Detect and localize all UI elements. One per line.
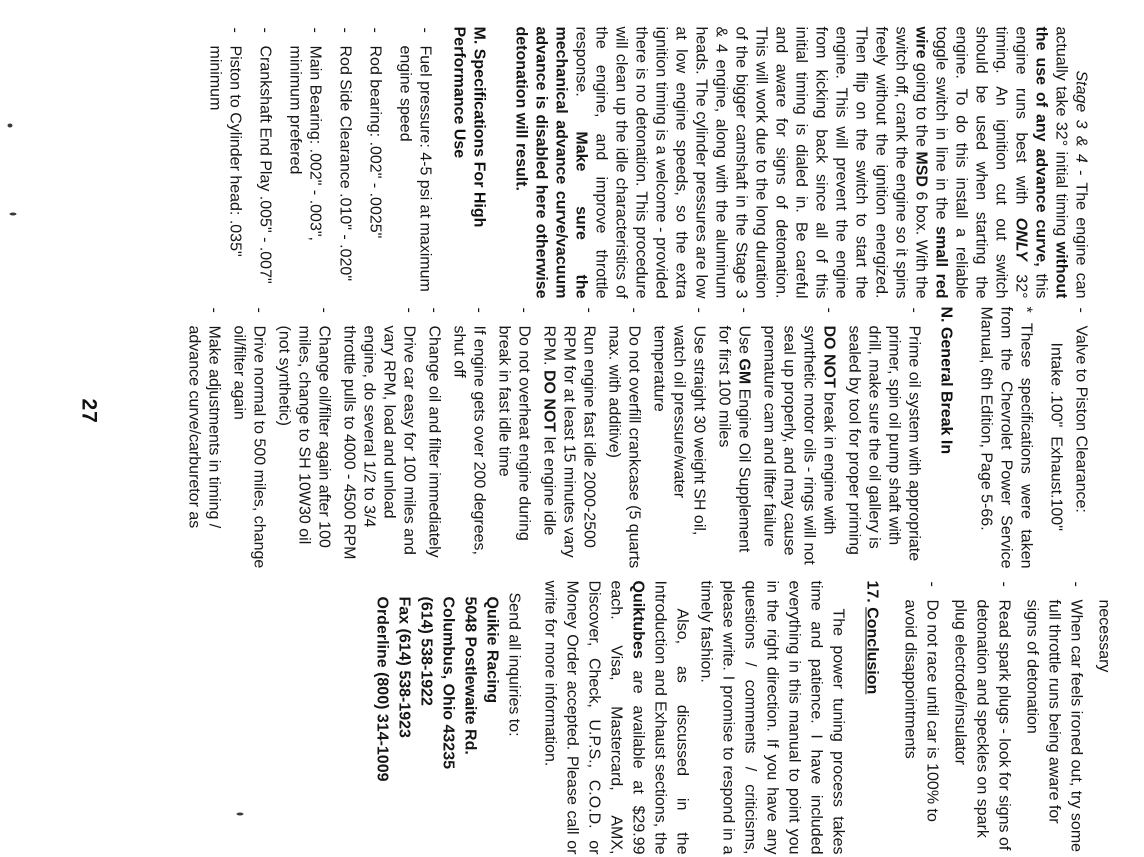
list-item-text — [275, 325, 332, 547]
text-run: Rod bearing: .002" - .0025" — [366, 45, 383, 238]
list-item — [423, 306, 443, 568]
bullet-dash: - — [250, 307, 267, 313]
text-run: Fax (614) 538-1923 — [395, 596, 412, 738]
paragraph-stage-3-4 — [510, 26, 1090, 298]
text-run: 6 box. With the switch off, crank the engine so it spins freely without the ignition energized. Then flip on the switch to start the engine. This will prevent the engine from kicking back since all of this initial timing is dialed in. Be careful and aware for signs of detonation. This will work due to the long duration of the bigger camshaft in the Stage 3 & 4 engine, along with the aluminum heads. The cylinder pressures are low at low engine speeds, so the extra ignition timing is a welcome - provided there is no detonation. This procedure will clean up the idle characteristics of the engine, and improve throttle response. — [572, 26, 929, 298]
list-item-text — [483, 596, 500, 703]
bullet-dash: - — [315, 307, 332, 313]
text-run: The power tuning process takes time and patience. I have included everything in this manual to point you in the right direction. If you have any questions / comments / criticisms, please write. I promise to respond in a timely fashion. — [697, 580, 846, 854]
text-run: Drive car easy for 100 miles and vary RPM, load and unload engine, do several 1/2 to 3/4 throttle pulls to 4000 - 4500 RPM — [340, 325, 417, 559]
list-item-text — [395, 596, 412, 737]
list-item — [1070, 306, 1090, 568]
list-item-text — [1072, 325, 1089, 512]
text-run: Engine Oil Supplement for first 100 miles — [715, 325, 752, 552]
list-item — [392, 596, 414, 854]
text-run: necessary — [1095, 599, 1112, 672]
text-run: Intake .100" Exhaust.100" — [1047, 342, 1064, 531]
list-item-text — [340, 325, 417, 559]
list-item — [480, 596, 502, 854]
list-item-text — [425, 325, 442, 557]
list-item-text — [1095, 599, 1112, 672]
bullet-dash: - — [515, 307, 532, 313]
text-run: let engine idle — [540, 431, 557, 535]
list-item — [338, 306, 418, 568]
bullet-dash: - — [366, 27, 383, 33]
text-run: Conclusion — [863, 606, 880, 694]
bullet-dash: - — [306, 27, 323, 33]
text-run: Run engine fast idle 2000-2500 RPM for at least 15 minutes vary RPM. — [540, 325, 597, 558]
text-run: Make adjustments in timing / advance curve/carburetor as — [185, 325, 222, 528]
text-run: Crankshaft End Play .005" - .007" — [256, 45, 273, 284]
heading-conclusion — [860, 580, 882, 854]
text-run: Main Bearing: .002" - .003", minimum prefered — [286, 45, 323, 241]
bullet-dash: - — [735, 307, 752, 313]
list-item — [713, 306, 753, 568]
page-number: 27 — [77, 398, 100, 424]
bullet-dash: - — [625, 307, 642, 313]
text-run: 17. — [863, 580, 880, 607]
text-run: Send all inquiries to: — [505, 592, 522, 737]
text-run: If engine gets over 200 degrees, shut off — [450, 325, 487, 555]
list-item-text — [286, 45, 323, 240]
text-run: Quiktubes — [629, 580, 646, 659]
column-right — [370, 580, 1114, 854]
list-item — [436, 596, 458, 854]
list-item — [843, 306, 923, 568]
text-run: going to the — [912, 58, 929, 151]
list-item — [273, 306, 333, 568]
list-item — [538, 306, 598, 568]
list-item-text — [256, 45, 273, 283]
list-item-text — [396, 45, 433, 291]
text-run: Use — [735, 325, 752, 358]
list-item — [648, 306, 708, 568]
bullet-dash: - — [400, 307, 417, 313]
text-run: Prime oil system with appropriate primer, spin oil pump shaft with drill, make sure the oil gallery is sealed by tool for proper priming — [845, 325, 922, 561]
list-item-text — [495, 325, 532, 540]
text-run: Make sure the mechanical advance curve/vacuum advance is disabled here otherwise detonation will result. — [512, 26, 589, 298]
list-item — [1092, 580, 1114, 854]
column-left — [194, 26, 1090, 298]
text-run: Fuel pressure: 4-5 psi at maximum engine speed — [396, 45, 433, 292]
text-run: Columbus, Ohio 43235 — [439, 596, 456, 769]
text-run: Orderline (800) 314-1009 — [373, 596, 390, 781]
valve-clearance-list — [1045, 306, 1090, 568]
break-in-list-continued — [898, 580, 1114, 854]
scan-speckle — [7, 123, 12, 127]
list-item-text — [845, 325, 922, 561]
text-run: Read spark plugs - look for signs of detonation and speckles on spark plug electrode/insulator — [951, 599, 1012, 850]
bullet-dash: - — [336, 27, 353, 33]
bullet-dash: - — [470, 307, 487, 313]
list-item-text — [206, 45, 243, 256]
list-item — [364, 26, 384, 298]
scan-speckle — [236, 812, 243, 815]
text-run: Rod Side Clearance .010" - .020" — [336, 45, 353, 281]
bullet-dash: - — [690, 307, 707, 313]
text-run: Drive normal to 500 miles, change oil/filter again — [230, 325, 267, 568]
text-run: Quikie Racing — [483, 596, 500, 703]
list-item-text — [373, 596, 390, 781]
bullet-dash: - — [226, 27, 243, 33]
text-run: break in engine with synthetic motor oils - rings will not seal up properly, and may cause premature cam and lifter failure — [760, 325, 837, 565]
list-item-text — [951, 599, 1012, 850]
specifications-list — [204, 26, 434, 298]
bullet-dash: - — [425, 307, 442, 313]
text-run: Change oil and filter immediately — [425, 325, 442, 558]
list-item — [898, 580, 942, 854]
list-item-text — [715, 325, 752, 552]
bullet-dash: - — [923, 581, 940, 587]
list-item — [458, 596, 480, 854]
list-item-text — [650, 325, 707, 535]
text-run: Do not overheat engine during break in fast idle time — [495, 325, 532, 541]
list-item-text — [450, 325, 487, 555]
paragraph-power-tuning — [694, 580, 848, 854]
list-item — [1045, 306, 1065, 568]
text-run: Do not race until car is 100% to avoid disappointments — [901, 599, 940, 822]
list-item — [254, 26, 274, 298]
column-middle — [178, 306, 1090, 568]
list-item — [414, 596, 436, 854]
list-item-text — [1023, 599, 1084, 852]
list-item — [603, 306, 643, 568]
list-item — [204, 26, 244, 298]
list-item-text — [461, 596, 478, 754]
list-item — [334, 26, 354, 298]
list-item-text — [605, 325, 642, 568]
send-inquiries-line — [502, 580, 524, 854]
list-item — [228, 306, 268, 568]
text-run: this engine runs best with — [1012, 26, 1049, 298]
list-item-text — [417, 596, 434, 705]
text-run: Do not overfill crankcase (5 quarts max. with additive) — [605, 325, 642, 568]
paragraph-quiktubes — [538, 580, 692, 854]
text-run: 5048 Postlewaite Rd. — [461, 596, 478, 755]
list-item — [1020, 580, 1086, 854]
text-run: * These specifications were taken from the Chevrolet Power Service Manual, 6th Edition, Page 5-66. — [977, 306, 1034, 568]
list-item — [493, 306, 533, 568]
text-run: DO NOT — [540, 369, 557, 432]
heading-general-break-in — [935, 306, 955, 568]
list-item-text — [336, 45, 353, 281]
text-run: Valve to Piston Clearance: — [1072, 325, 1089, 513]
list-item — [948, 580, 1014, 854]
text-run: - The engine can actually take 32° initial timing — [1052, 26, 1089, 298]
text-run: GM — [735, 357, 752, 384]
list-item-text — [1047, 342, 1064, 530]
scan-speckle — [9, 212, 16, 215]
list-item-text — [185, 325, 222, 528]
bullet-dash: - — [416, 27, 433, 33]
bullet-dash: - — [256, 27, 273, 33]
list-item-text — [540, 325, 597, 557]
bullet-dash: - — [580, 307, 597, 313]
specifications-source-note — [975, 306, 1035, 568]
list-item-text — [901, 599, 940, 821]
text-run: N. General Break In — [937, 306, 954, 454]
bullet-dash: - — [905, 307, 922, 313]
text-run: small red wire — [912, 26, 949, 298]
text-run: M. Specifications For High Performance Use — [450, 26, 487, 227]
text-run: When car feels ironed out, try some full throttle runs being aware for signs of detonation — [1023, 599, 1084, 852]
text-run: Piston to Cylinder head: .035" minimum — [206, 45, 243, 257]
bullet-dash: - — [820, 307, 837, 313]
text-run: 32° timing. An ignition cut out switch should be used when starting the engine. To do this install a reliable toggle switch in line in the — [932, 26, 1029, 298]
bullet-dash: - — [1072, 307, 1089, 313]
list-item — [284, 26, 324, 298]
bullet-dash: - — [995, 581, 1012, 587]
list-item — [448, 306, 488, 568]
text-run: MSD — [912, 150, 929, 187]
text-run: (614) 538-1922 — [417, 596, 434, 706]
text-run: Also, as discussed in the Introduction and Exhaust sections, the — [651, 580, 690, 854]
text-run: ONLY — [1012, 217, 1029, 261]
list-item — [183, 306, 223, 568]
text-run: are available at $29.99 each. Visa, Mastercard, AMX, Discover, Check, U.P.S., C.O.D. or Money Order accepted. Please call or write for more information. — [541, 580, 646, 854]
text-run: Stage 3 & 4 — [1072, 70, 1089, 163]
list-item — [758, 306, 838, 568]
bullet-dash: - — [1067, 581, 1084, 587]
text-run: Use straight 30 weight SH oil, watch oil pressure/water temperature — [650, 325, 707, 535]
bullet-dash: - — [205, 307, 222, 313]
text-run: without the use of any advance curve, — [1032, 26, 1069, 298]
text-run: Change oil/filter again after 100 miles, change to SH 10W30 oil (not synthetic) — [275, 325, 332, 548]
text-run: DO NOT — [820, 325, 837, 388]
list-item-text — [439, 596, 456, 768]
list-item — [370, 596, 392, 854]
heading-specifications — [448, 26, 488, 298]
list-item-text — [366, 45, 383, 238]
address-block — [370, 580, 502, 854]
break-in-list — [183, 306, 923, 568]
list-item-text — [230, 325, 267, 568]
list-item — [394, 26, 434, 298]
list-item-text — [760, 325, 837, 564]
